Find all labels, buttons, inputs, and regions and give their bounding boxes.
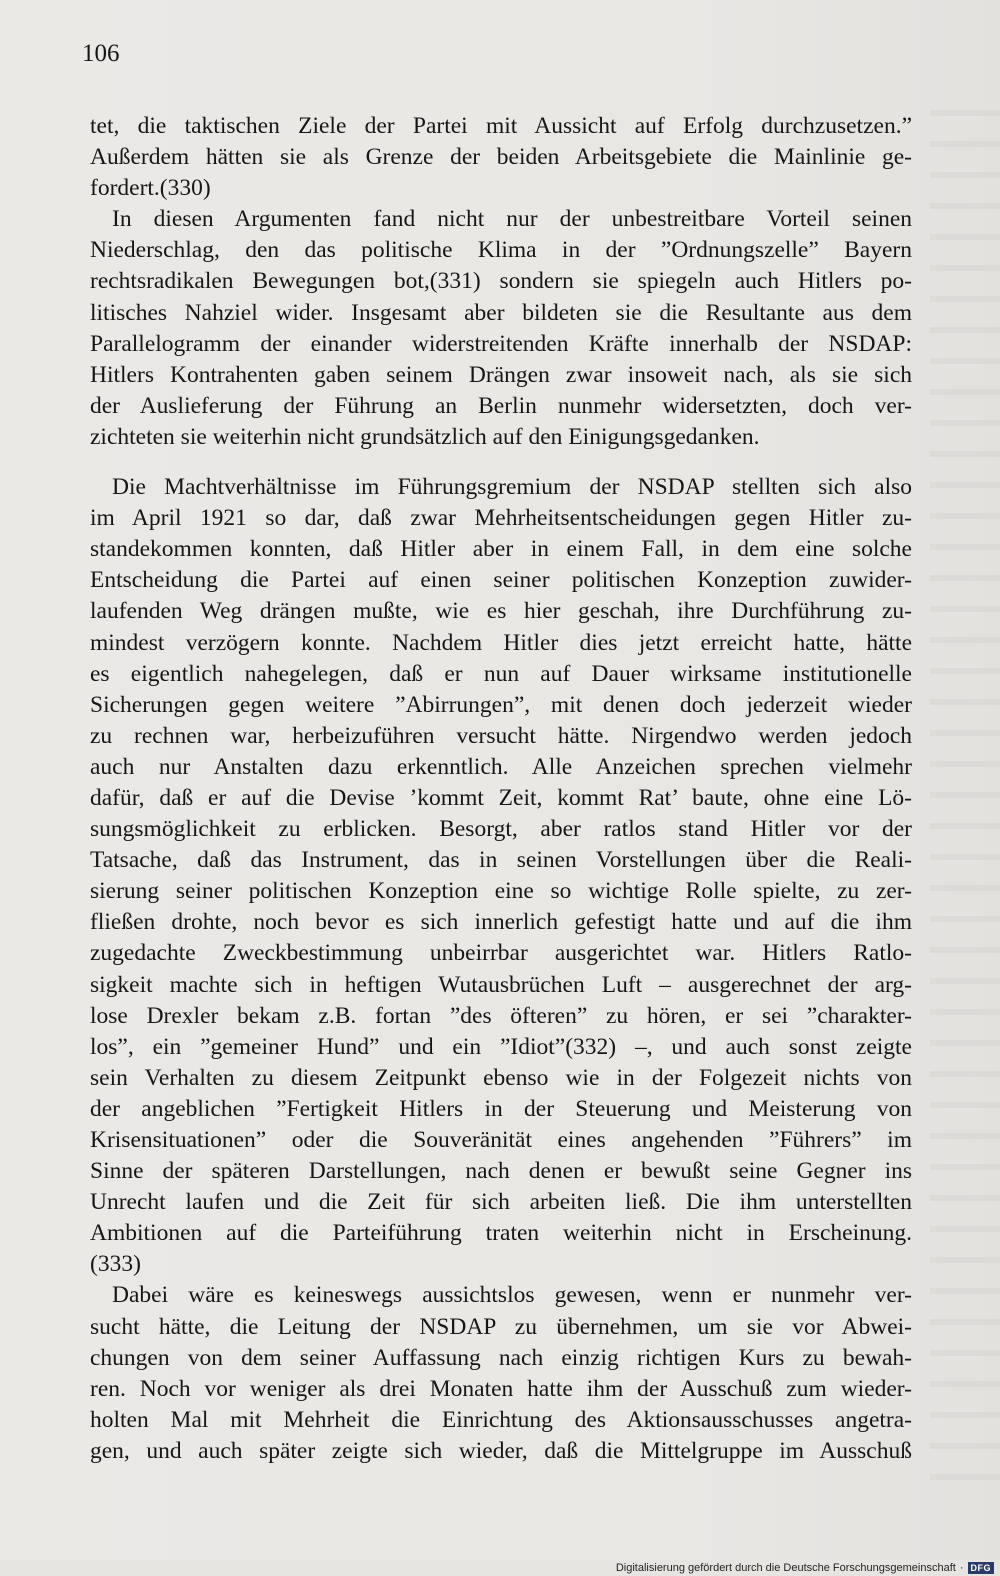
text-line: tet, die taktischen Ziele der Partei mit Aussicht auf Erfolg durchzusetzen.” <box>90 113 912 139</box>
text-line: sungsmöglichkeit zu erblicken. Besorgt, aber ratlos stand Hitler vor der <box>90 816 912 843</box>
text-line: Sicherungen gegen weitere ”Abirrungen”, mit denen doch jederzeit wieder <box>90 691 912 718</box>
paragraph <box>90 472 912 1280</box>
text-line: gen, und auch später zeigte sich wieder, daß die Mittelgruppe im Ausschuß <box>90 1437 912 1464</box>
text-line: zichteten sie weiterhin nicht grundsätzlich auf den Einigungsgedanken. <box>90 423 760 450</box>
paragraph-gap <box>90 453 912 472</box>
paragraph <box>90 111 912 204</box>
text-line: Krisensituationen” oder die Souveränität eines angehenden ”Führers” im <box>90 1127 912 1153</box>
text-line: Die Machtverhältnisse im Führungsgremium der NSDAP stellten sich also <box>112 474 912 501</box>
text-line: laufenden Weg drängen mußte, wie es hier geschah, ihre Durchführung zu- <box>90 598 912 625</box>
page-number: 106 <box>82 40 120 67</box>
text-line: es eigentlich nahegelegen, daß er nun auf Dauer wirksame institutionelle <box>90 660 912 687</box>
text-line: Ambitionen auf die Parteiführung traten weiterhin nicht in Erscheinung. <box>90 1220 912 1247</box>
text-line: sierung seiner politischen Konzeption eine so wichtige Rolle spielte, zu zer- <box>90 878 912 905</box>
text-line: der angeblichen ”Fertigkeit Hitlers in der Steuerung und Meisterung von <box>90 1095 912 1122</box>
text-line: los”, ein ”gemeiner Hund” und ein ”Idiot”(332) –, und auch sonst zeigte <box>90 1033 912 1060</box>
text-line: im April 1921 so dar, daß zwar Mehrheitsentscheidungen gegen Hitler zu- <box>90 505 912 532</box>
text-line: standekommen konnten, daß Hitler aber in einem Fall, in dem eine solche <box>90 536 912 563</box>
text-line: dafür, daß er auf die Devise ’kommt Zeit, kommt Rat’ baute, ohne eine Lö- <box>90 784 912 811</box>
text-line: Entscheidung die Partei auf einen seiner politischen Konzeption zuwider- <box>90 567 912 594</box>
text-line: Parallelogramm der einander widerstreitenden Kräfte innerhalb der NSDAP: <box>90 330 912 357</box>
text-line: chungen von dem seiner Auffassung nach einzig richtigen Kurs zu bewah- <box>90 1344 912 1371</box>
text-line: In diesen Argumenten fand nicht nur der unbestreitbare Vorteil seinen <box>112 206 912 233</box>
text-line: auch nur Anstalten dazu erkenntlich. Alle Anzeichen sprechen vielmehr <box>90 753 912 780</box>
text-line: fließen drohte, noch bevor es sich innerlich gefestigt hatte und auf die ihm <box>90 909 912 936</box>
text-line: Tatsache, daß das Instrument, das in seinen Vorstellungen über die Reali- <box>90 847 912 874</box>
text-line: Unrecht laufen und die Zeit für sich arbeiten ließ. Die ihm unterstellten <box>90 1189 912 1216</box>
body-text <box>90 111 912 1467</box>
credit-text: Digitalisierung gefördert durch die Deutsche Forschungsgemeinschaft <box>615 1562 956 1574</box>
dfg-logo: DFG <box>968 1562 995 1574</box>
paragraph <box>90 204 912 453</box>
text-line: Hitlers Kontrahenten gaben seinem Drängen zwar insoweit nach, als sie sich <box>90 361 912 388</box>
text-line: ren. Noch vor weniger als drei Monaten hatte ihm der Ausschuß zum wieder- <box>90 1375 912 1402</box>
text-line: holten Mal mit Mehrheit die Einrichtung des Aktionsausschusses angetra- <box>90 1406 912 1433</box>
text-line: zugedachte Zweckbestimmung unbeirrbar ausgerichtet war. Hitlers Ratlo- <box>90 940 912 967</box>
digitization-credit: Digitalisierung gefördert durch die Deutsche Forschungsgemeinschaft · DFG <box>616 1562 994 1574</box>
text-line: fordert.(330) <box>90 175 211 202</box>
text-line: Sinne der späteren Darstellungen, nach denen er bewußt seine Gegner ins <box>90 1158 912 1185</box>
text-line: (333) <box>90 1251 141 1278</box>
paragraph <box>90 1280 912 1467</box>
text-line: lose Drexler bekam z.B. fortan ”des öfteren” zu hören, er sei ”charakter- <box>90 1002 912 1029</box>
text-line: Niederschlag, den das politische Klima in der ”Ordnungszelle” Bayern <box>90 237 912 264</box>
text-line: zu rechnen war, herbeizuführen versucht hätte. Nirgendwo werden jedoch <box>90 722 912 749</box>
text-line: der Auslieferung der Führung an Berlin nunmehr widersetzten, doch ver- <box>90 392 912 419</box>
text-line: Außerdem hätten sie als Grenze der beiden Arbeitsgebiete die Mainlinie ge- <box>90 144 912 171</box>
bleed-through-shadow <box>930 110 1000 1490</box>
text-line: sucht hätte, die Leitung der NSDAP zu übernehmen, um sie vor Abwei- <box>90 1313 912 1340</box>
text-line: Dabei wäre es keineswegs aussichtslos gewesen, wenn er nunmehr ver- <box>112 1282 912 1309</box>
text-line: sigkeit machte sich in heftigen Wutausbrüchen Luft – ausgerechnet der arg- <box>90 971 912 998</box>
text-line: rechtsradikalen Bewegungen bot,(331) sondern sie spiegeln auch Hitlers po- <box>90 268 912 295</box>
text-line: litisches Nahziel wider. Insgesamt aber bildeten sie die Resultante aus dem <box>90 299 912 326</box>
text-line: sein Verhalten zu diesem Zeitpunkt ebenso wie in der Folgezeit nichts von <box>90 1064 912 1091</box>
text-line: mindest verzögern konnte. Nachdem Hitler dies jetzt erreicht hatte, hätte <box>90 629 912 656</box>
